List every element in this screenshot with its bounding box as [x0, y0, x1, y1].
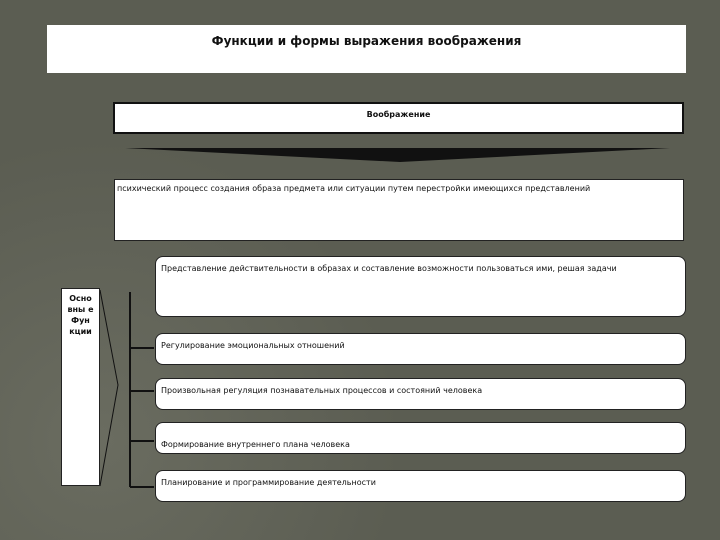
- label-text: Осно вны е Фун кции: [67, 294, 94, 336]
- function-box: Представление действительности в образах и составление возможности пользоваться ими, решая задачи: [155, 256, 686, 317]
- arrows: [130, 348, 154, 487]
- main-functions-label: [61, 288, 100, 486]
- chevron-line: [100, 290, 118, 486]
- function-box: Планирование и программирование деятельности: [155, 470, 686, 502]
- function-box: Формирование внутреннего плана человека: [155, 422, 686, 454]
- slide-title: Функции и формы выражения воображения: [47, 25, 686, 73]
- brace-shape: [125, 148, 670, 162]
- definition-box: психический процесс создания образа предмета или ситуации путем перестройки имеющихся представлений: [114, 179, 684, 241]
- concept-box: Воображение: [113, 102, 684, 134]
- function-box: Произвольная регуляция познавательных процессов и состояний человека: [155, 378, 686, 410]
- function-box: Регулирование эмоциональных отношений: [155, 333, 686, 365]
